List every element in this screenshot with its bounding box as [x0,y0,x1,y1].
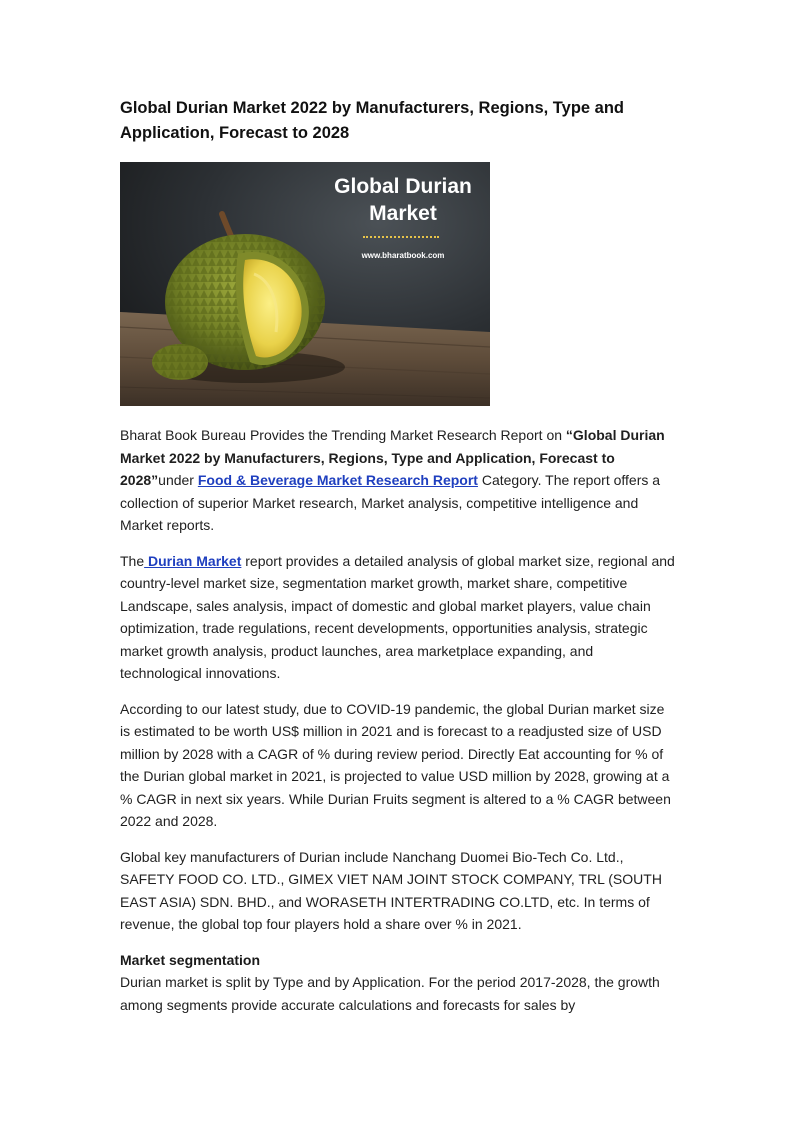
segmentation-heading: Market segmentation [120,951,261,968]
hero-image [120,162,490,406]
overview-prefix: The [120,552,145,569]
manufacturers-paragraph: Global key manufacturers of Durian include Nanchang Duomei Bio-Tech Co. Ltd., SAFETY FOOD CO. LTD., GIMEX VIET NAM JOINT STOCK COMPANY, TRL (SOUTH EAST ASIA) SDN. BHD., and WORASETH INTERTRADING CO.LTD, etc. In terms of revenue, the global top four players hold a share over % in 2021. [120,848,662,932]
page-title: Global Durian Market 2022 by Manufacturers, Regions, Type and Application, Forecast to 2028 [120,99,624,142]
hero-title-line1: Global Durian [334,175,472,198]
intro-suffix: Category. The report offers a collection of superior Market research, Market analysis, competitive intelligence and Market reports. [120,472,661,533]
intro-report-name: “Global Durian Market 2022 by Manufacturers, Regions, Type and Application, Forecast to 2028” [120,427,665,488]
document-page [120,96,676,1016]
study-paragraph: According to our latest study, due to COVID-19 pandemic, the global Durian market size is estimated to be worth US$ million in 2021 and is forecast to a readjusted size of USD million by 2028 with a CAGR of % during review period. Directly Eat accounting for % of the Durian global market in 2021, is projected to value USD million by 2028, growing at a % CAGR in next six years. While Durian Fruits segment is altered to a % CAGR between 2022 and 2028. [120,700,671,829]
durian-market-link[interactable]: Durian Market [144,552,242,569]
segmentation-paragraph: Durian market is split by Type and by Application. For the period 2017-2028, the growth among segments provide accurate calculations and forecasts for sales by [120,974,660,1013]
hero-title-line2: Market [369,202,437,225]
overview-paragraph [120,550,676,685]
hero-title [316,173,490,227]
intro-paragraph [120,424,676,537]
intro-prefix: Bharat Book Bureau Provides the Trending Market Research Report on [120,427,566,443]
overview-suffix: report provides a detailed analysis of global market size, regional and country-level market size, segmentation market growth, market share, competitive Landscape, sales analysis, impact of domestic and global market players, value chain optimization, trade regulations, recent developments, opportunities analysis, strategic market growth analysis, product launches, area marketplace expanding, and technological innovations. [120,552,675,681]
intro-under: under [158,472,198,488]
hero-url: www.bharatbook.com [361,251,445,260]
hero-dotted-divider [363,236,439,238]
category-link[interactable]: Food & Beverage Market Research Report [197,472,478,488]
